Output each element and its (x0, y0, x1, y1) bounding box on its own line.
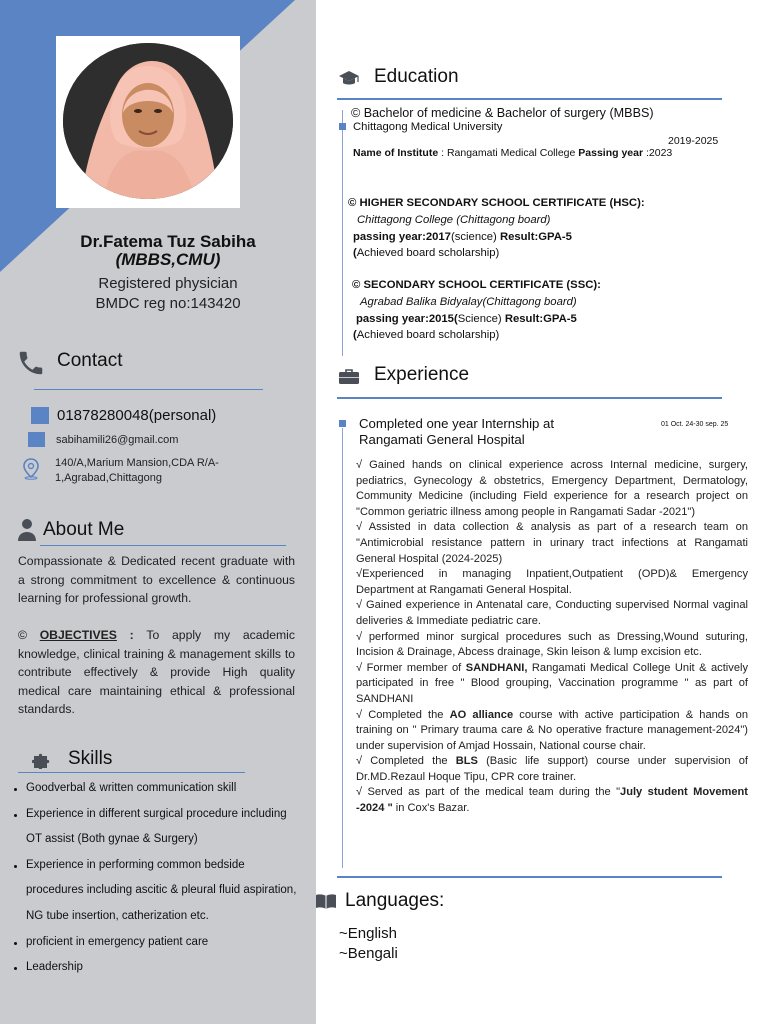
role-dates: 01 Oct. 24-30 sep. 25 (661, 421, 729, 428)
contact-divider (34, 389, 263, 390)
skill-item: Leadership (14, 955, 304, 981)
sidebar (0, 0, 316, 1024)
briefcase-icon (338, 368, 360, 385)
contact-address-line2: 1,Agrabad,Chittagong (55, 472, 163, 484)
mbbs-degree: © Bachelor of medicine & Bachelor of surgery (MBBS) (351, 106, 654, 120)
profile-photo (63, 43, 233, 199)
exp-bullet-2: √ Assisted in data collection & analysis as part of a research team on "Antimicrobial resistance pattern in urinary tract infections at Rangamati General Hospital (2024-2025) (356, 521, 748, 565)
about-heading: About Me (43, 519, 125, 540)
profile-title: Registered physician (98, 275, 238, 292)
skill-item: Goodverbal & written communication skill (14, 776, 304, 802)
objectives-prefix: © (18, 628, 40, 642)
about-divider (40, 545, 286, 546)
exp-b8-pre: √ Completed the (356, 755, 456, 768)
passing-year-value: :2023 (643, 147, 673, 159)
exp-b7-bold: AO alliance (449, 708, 514, 721)
experience-marker (339, 420, 346, 427)
objectives-label: OBJECTIVES (39, 628, 117, 642)
ssc-passing: passing year:2015( (356, 313, 458, 325)
education-timeline (342, 110, 343, 356)
location-pin-icon (21, 458, 41, 480)
skill-item: Experience in different surgical procedure including OT assist (Both gynae & Surgery) (14, 802, 304, 853)
exp-b6-pre: √ Former member of (356, 661, 466, 674)
profile-name: Dr.Fatema Tuz Sabiha (80, 232, 256, 251)
exp-b8-bold: BLS (455, 755, 478, 768)
role-line1: Completed one year Internship at (359, 416, 554, 431)
exp-bullet-6 (356, 661, 748, 708)
puzzle-icon (32, 751, 54, 769)
mbbs-university: Chittagong Medical University (353, 121, 503, 133)
ssc-note-line (353, 328, 499, 344)
institute-value: : Rangamati Medical College (438, 147, 579, 159)
language-item: ~Bengali (339, 945, 398, 962)
exp-b6-bold: SANDHANI, (465, 661, 528, 674)
exp-b8-post: (Basic life support) course under supervision of Dr.MD.Rezaul Hoque Tipu, CPR core trainer. (356, 755, 748, 783)
objectives-colon: : (116, 628, 147, 642)
role-line2: Rangamati General Hospital (359, 432, 525, 447)
person-icon (17, 518, 37, 542)
hsc-result: Result:GPA-5 (499, 231, 572, 243)
exp-b7-pre: √ Completed the (356, 708, 450, 721)
ssc-result-line (356, 312, 577, 328)
hsc-passing: passing year:2017 (353, 231, 451, 243)
book-icon (315, 893, 337, 910)
exp-b6-post: Rangamati Medical College Unit & actively participated in free " Blood grouping, Vaccination programme " as part of SANDHANI (356, 661, 748, 705)
graduation-cap-icon (338, 70, 360, 88)
hsc-note-paren: ( (353, 247, 357, 259)
skills-divider (18, 772, 245, 773)
ssc-note: Achieved board scholarship) (356, 329, 500, 341)
ssc-title: © SECONDARY SCHOOL CERTIFICATE (SSC): (352, 279, 601, 291)
skill-item: proficient in emergency patient care (14, 930, 304, 956)
about-summary: Compassionate & Dedicated recent graduate with a strong commitment to excellence & continuous learning for professional growth. (18, 554, 295, 605)
exp-bullet-9 (356, 785, 748, 816)
hsc-school: Chittagong College (Chittagong board) (357, 214, 551, 226)
languages-heading: Languages: (345, 890, 445, 911)
ssc-result: Result:GPA-5 (504, 313, 577, 325)
exp-bullet-8 (356, 754, 748, 785)
experience-heading: Experience (374, 364, 470, 385)
phone-icon (16, 348, 46, 378)
exp-bullet-1: √ Gained hands on clinical experience across Internal medicine, surgery, pediatrics, Gynecology & obstetrics, Emergency Department, Dermatology, Community Medicine (including Field experience for a research project on "Common geriatric illness among people in Rangamati Sadar -2021") (356, 459, 748, 518)
mbbs-institute-line (353, 146, 672, 162)
hsc-result-line (353, 230, 572, 246)
exp-bullet-3: √Experienced in managing Inpatient,Outpatient (OPD)& Emergency Department at Rangamati General Hospital. (356, 568, 748, 596)
ssc-stream: Science) (457, 313, 505, 325)
skill-item: Experience in performing common bedside procedures including ascitic & pleural fluid aspiration, NG tube insertion, catherization etc. (14, 853, 304, 930)
exp-b7-post: course with active participation & hands on training on " Primary trauma care & No operative fracture management-2024") under supervision of Amjad Hossain, National course chair. (356, 708, 748, 752)
language-item: ~English (339, 925, 397, 942)
education-divider (337, 98, 722, 100)
contact-email[interactable]: sabihamili26@gmail.com (56, 434, 179, 446)
exp-bullet-5: √ performed minor surgical procedures such as Dressing,Wound suturing, Incision & Drainage, Abcess drainage, Skin leison & lump excision etc. (356, 630, 748, 659)
skills-heading: Skills (68, 748, 113, 769)
skills-list (14, 776, 304, 981)
phone-square-icon (31, 407, 49, 424)
education-marker (339, 123, 346, 130)
exp-bullet-4: √ Gained experience in Antenatal care, Conducting supervised Normal vaginal deliveries & Immediate pediatric care. (356, 599, 748, 627)
experience-end-divider (337, 876, 722, 878)
profile-degree: (MBBS,CMU) (115, 250, 221, 269)
mbbs-years: 2019-2025 (668, 135, 719, 147)
hsc-note-line (353, 246, 499, 262)
contact-heading: Contact (57, 350, 123, 371)
experience-timeline (342, 428, 343, 868)
experience-bullets (356, 458, 748, 817)
experience-divider (337, 397, 722, 399)
hsc-title: © HIGHER SECONDARY SCHOOL CERTIFICATE (HSC): (348, 197, 645, 209)
ssc-school: Agrabad Balika Bidyalay(Chittagong board) (360, 296, 577, 308)
contact-address-line1: 140/A,Marium Mansion,CDA R/A- (55, 457, 219, 469)
hsc-note: Achieved board scholarship) (356, 247, 500, 259)
contact-phone[interactable]: 01878280048(personal) (57, 407, 217, 424)
exp-b9-post: in Cox's Bazar. (392, 802, 470, 815)
institute-label: Name of Institute (353, 147, 439, 159)
education-heading: Education (374, 66, 459, 87)
exp-b9-bold: July student Movement -2024 " (356, 786, 748, 815)
objectives-paragraph (18, 626, 295, 719)
hsc-stream: (science) (450, 231, 500, 243)
email-icon (28, 432, 45, 447)
passing-year-label: Passing year (578, 147, 644, 159)
exp-b9-pre: √ Served as part of the medical team during the " (356, 786, 621, 799)
ssc-note-paren: ( (353, 329, 357, 341)
objectives-text: To apply my academic knowledge, clinical training & management skills to contribute effectively & provide High quality medical care maintaining ethical & professional standards. (18, 628, 295, 716)
profile-bmdc: BMDC reg no:143420 (95, 295, 241, 312)
profile-photo-frame (56, 36, 240, 208)
exp-bullet-7 (356, 708, 748, 755)
